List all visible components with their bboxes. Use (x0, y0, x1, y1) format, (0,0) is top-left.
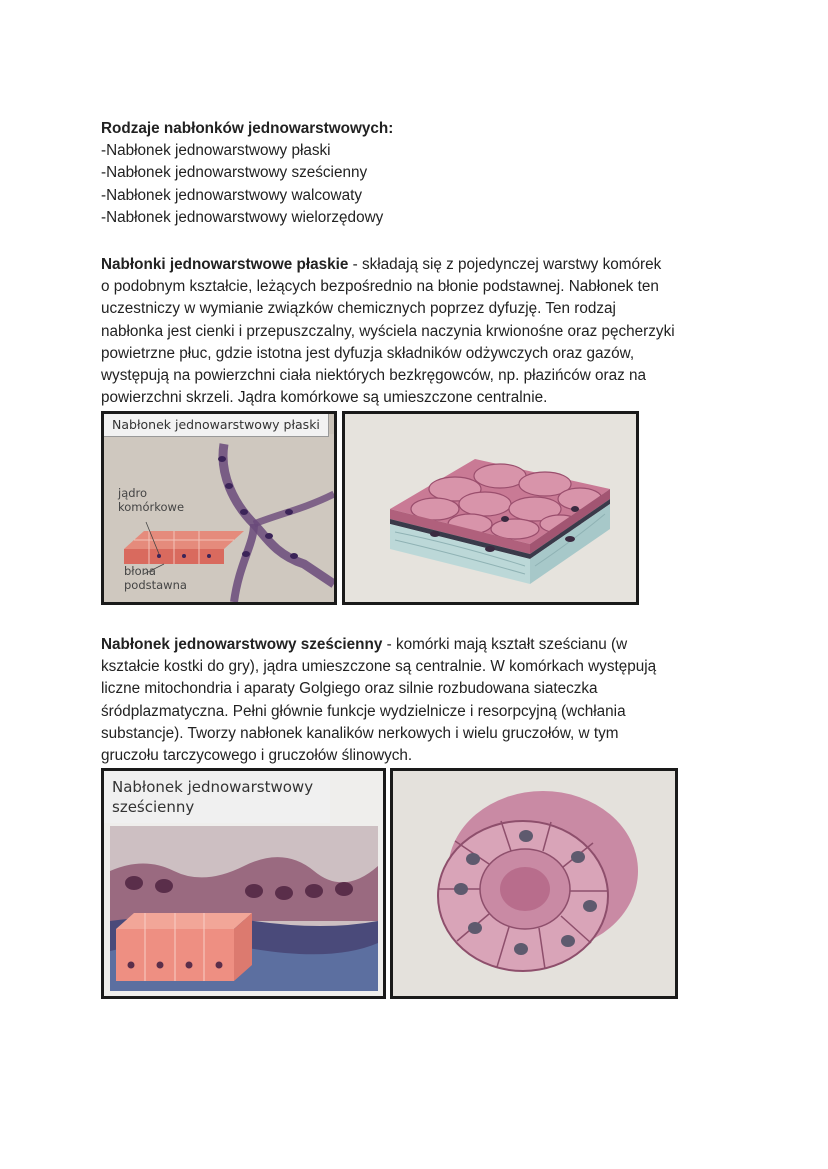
cuboidal-term: Nabłonek jednowarstwowy sześcienny (101, 636, 383, 653)
cuboidal-line: substancje). Tworzy nabłonek kanalików nerkowych i wielu gruczołów, w tym (101, 724, 619, 742)
squamous-paragraph (101, 254, 741, 409)
nucleus-label: jądro komórkowe (118, 486, 185, 514)
list-item: -Nabłonek jednowarstwowy płaski (101, 142, 331, 160)
squamous-3d-drawing (345, 414, 636, 602)
cuboidal-tubule-drawing (393, 771, 675, 996)
types-list (101, 118, 741, 229)
squamous-line: uczestniczy w wymianie związków chemicznych poprzez dyfuzję. Ten rodzaj (101, 300, 616, 318)
squamous-line: Nabłonki jednowarstwowe płaskie - składają się z pojedynczej warstwy komórek (101, 256, 662, 273)
cuboidal-tubule-illustration (390, 768, 678, 999)
squamous-3d-illustration (342, 411, 639, 605)
squamous-line: o podobnym kształcie, leżących bezpośrednio na błonie podstawnej. Nabłonek ten (101, 278, 659, 296)
cuboidal-figure-caption: Nabłonek jednowarstwowy sześcienny (104, 771, 330, 823)
squamous-line: powietrzne płuc, gdzie istotna jest dyfuzja składników odżywczych oraz gazów, (101, 344, 635, 362)
list-item: -Nabłonek jednowarstwowy wielorzędowy (101, 208, 384, 226)
squamous-line: powierzchni skrzeli. Jądra komórkowe są umieszczone centralnie. (101, 389, 548, 407)
list-item: -Nabłonek jednowarstwowy walcowaty (101, 186, 363, 204)
cuboidal-line: śródplazmatyczna. Pełni głównie funkcje wydzielnicze i resorpcyjną (wchłania (101, 702, 626, 720)
types-heading: Rodzaje nabłonków jednowarstwowych: (101, 120, 394, 137)
squamous-figure-caption: Nabłonek jednowarstwowy płaski (104, 414, 329, 437)
basement-membrane-label: błona podstawna (124, 564, 187, 592)
list-item: -Nabłonek jednowarstwowy sześcienny (101, 164, 368, 182)
squamous-line: występują na powierzchni ciała niektórych bezkręgowców, np. płazińców oraz na (101, 367, 647, 385)
cuboidal-paragraph (101, 634, 741, 767)
cuboidal-line: Nabłonek jednowarstwowy sześcienny - komórki mają kształt sześcianu (w (101, 636, 628, 653)
squamous-line: nabłonka jest cienki i przepuszczalny, wyściela naczynia krwionośne oraz pęcherzyki (101, 322, 675, 340)
cuboidal-line: gruczołu tarczycowego i gruczołów ślinowych. (101, 747, 413, 765)
cuboidal-line: kształcie kostki do gry), jądra umieszczone są centralnie. W komórkach występują (101, 658, 657, 676)
squamous-term: Nabłonki jednowarstwowe płaskie (101, 256, 349, 273)
cuboidal-line: liczne mitochondria i aparaty Golgiego oraz silnie rozbudowana siateczka (101, 680, 598, 698)
cuboidal-micrograph (101, 768, 386, 999)
squamous-micrograph (101, 411, 337, 605)
